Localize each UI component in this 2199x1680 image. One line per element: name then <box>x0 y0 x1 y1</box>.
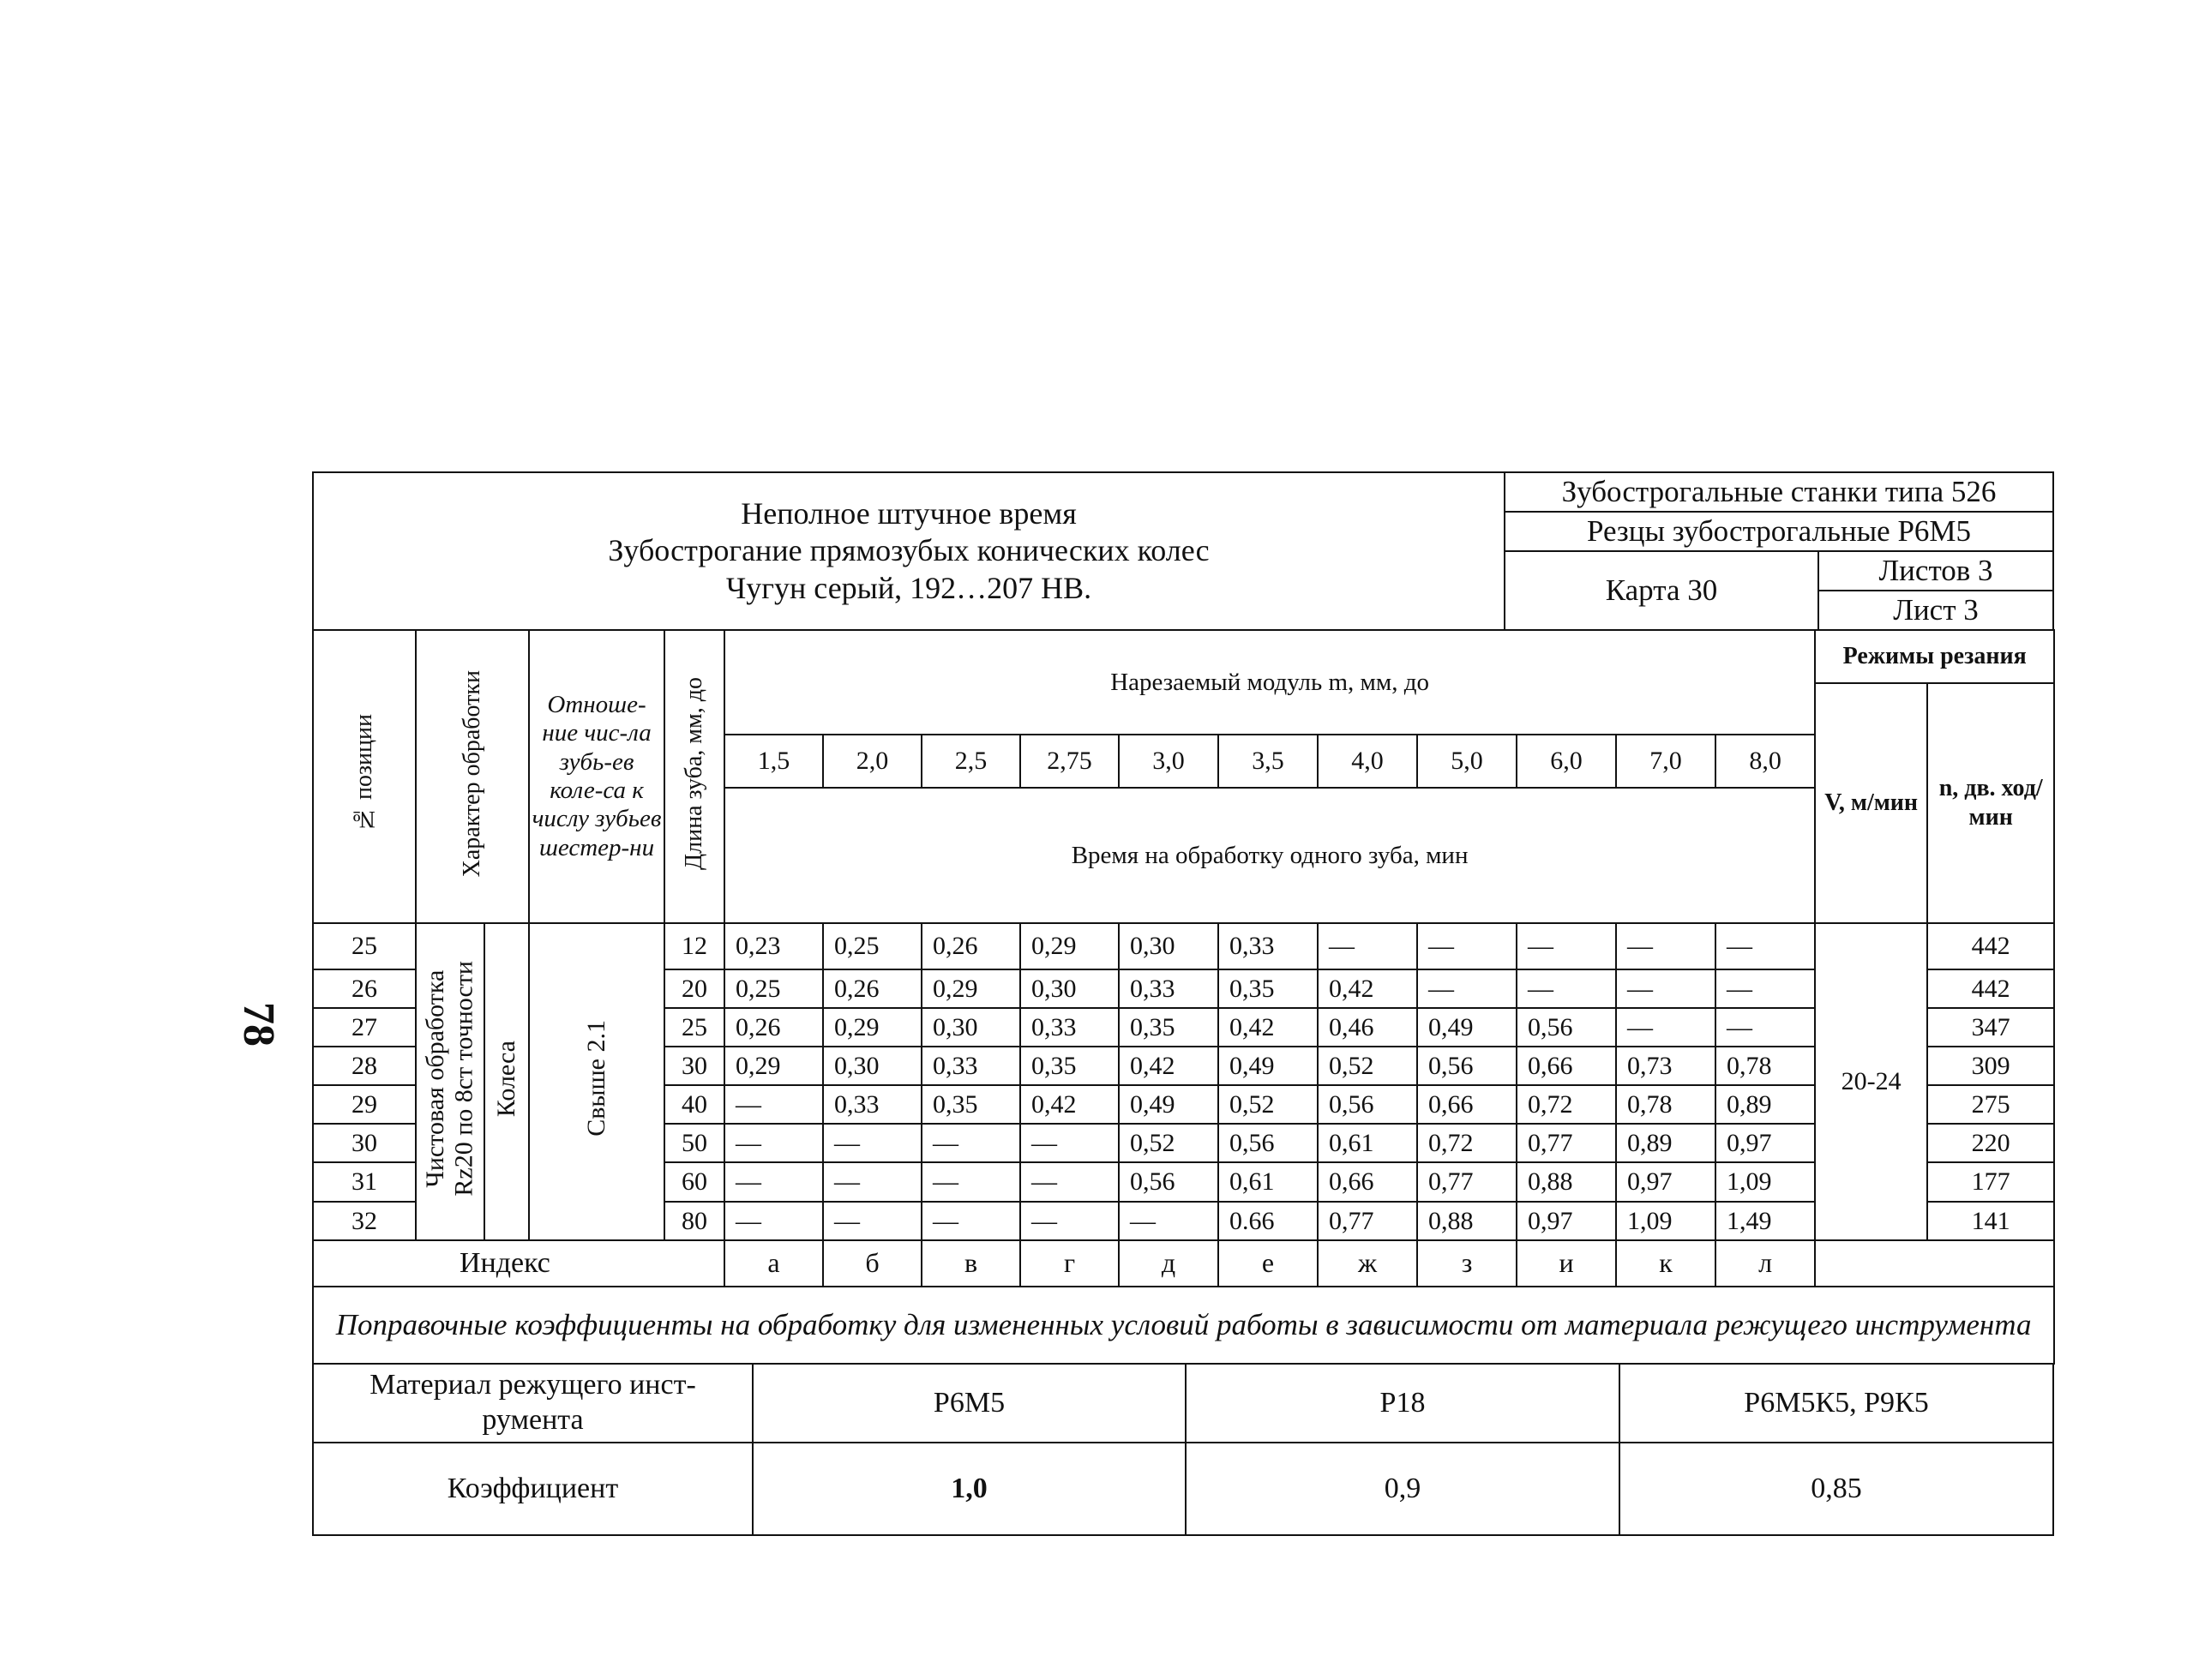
page-number: 78 <box>234 1002 284 1047</box>
strokes-cell: 220 <box>1927 1124 2054 1162</box>
index-letter: г <box>1020 1240 1119 1287</box>
coefficients-title: Поправочные коэффициенты на обработку для измененных условий работы в зависимости от материала режущего инструмента <box>313 1287 2054 1364</box>
material-3: Р6М5К5, Р9К5 <box>1619 1364 2053 1443</box>
time-cell: 0,26 <box>724 1008 823 1047</box>
index-letter: л <box>1715 1240 1815 1287</box>
module-value: 6,0 <box>1517 735 1616 788</box>
module-title: Нарезаемый модуль m, мм, до <box>724 630 1815 735</box>
time-cell: 0,77 <box>1517 1124 1616 1162</box>
coefficient-2: 0,9 <box>1186 1443 1619 1535</box>
time-cell: — <box>1417 969 1517 1008</box>
time-cell: 0,78 <box>1715 1047 1815 1085</box>
coefficient-3: 0,85 <box>1619 1443 2053 1535</box>
module-value: 2,5 <box>922 735 1020 788</box>
time-cell: 0,33 <box>1020 1008 1119 1047</box>
material-2: Р18 <box>1186 1364 1619 1443</box>
time-cell: 0,30 <box>1119 923 1218 969</box>
time-cell: 0,72 <box>1517 1085 1616 1124</box>
module-value: 2,75 <box>1020 735 1119 788</box>
tooth-length-cell: 20 <box>664 969 724 1008</box>
title-line-2: Зубострогание прямозубых конических колес <box>608 533 1210 568</box>
title-line-1: Неполное штучное время <box>741 496 1077 531</box>
time-cell: — <box>1616 969 1715 1008</box>
time-cell: 0,52 <box>1119 1124 1218 1162</box>
time-cell: 0,42 <box>1318 969 1417 1008</box>
sheets-total: Листов 3 <box>1818 551 2053 591</box>
strokes-cell: 442 <box>1927 969 2054 1008</box>
tooth-length-cell: 25 <box>664 1008 724 1047</box>
time-cell: 0,61 <box>1318 1124 1417 1162</box>
norm-card <box>312 471 2052 1543</box>
v-header: V, м/мин <box>1815 683 1927 923</box>
index-empty-cell <box>1815 1240 2054 1287</box>
tooth-length-cell: 80 <box>664 1202 724 1240</box>
module-value: 5,0 <box>1417 735 1517 788</box>
time-cell: 0,23 <box>724 923 823 969</box>
time-cell: 1,09 <box>1616 1202 1715 1240</box>
time-cell: 0,52 <box>1218 1085 1318 1124</box>
time-cell: — <box>1715 969 1815 1008</box>
time-table <box>312 629 2055 1365</box>
index-letter: з <box>1417 1240 1517 1287</box>
time-cell: — <box>823 1202 922 1240</box>
time-cell: 0,88 <box>1517 1162 1616 1202</box>
table-row <box>313 923 2054 969</box>
tooth-length-cell: 40 <box>664 1085 724 1124</box>
time-cell: — <box>1715 923 1815 969</box>
sheet-current: Лист 3 <box>1818 591 2053 630</box>
time-cell: — <box>823 1124 922 1162</box>
time-cell: 0,42 <box>1020 1085 1119 1124</box>
strokes-cell: 275 <box>1927 1085 2054 1124</box>
time-cell: 0,56 <box>1417 1047 1517 1085</box>
index-letter: ж <box>1318 1240 1417 1287</box>
data-body <box>313 923 2054 1240</box>
time-cell: — <box>1616 1008 1715 1047</box>
time-cell: 0,46 <box>1318 1008 1417 1047</box>
time-cell: — <box>922 1162 1020 1202</box>
time-cell: — <box>1616 923 1715 969</box>
position-cell: 29 <box>313 1085 416 1124</box>
speed-cell: 20-24 <box>1815 923 1927 1240</box>
time-cell: 0,78 <box>1616 1085 1715 1124</box>
time-cell: 0,35 <box>1218 969 1318 1008</box>
index-letter: и <box>1517 1240 1616 1287</box>
position-cell: 30 <box>313 1124 416 1162</box>
time-cell: 0,35 <box>1020 1047 1119 1085</box>
time-cell: 0,77 <box>1318 1202 1417 1240</box>
time-cell: 0,97 <box>1517 1202 1616 1240</box>
coefficients-table <box>312 1363 2054 1536</box>
time-cell: — <box>922 1202 1020 1240</box>
tooth-length-cell: 60 <box>664 1162 724 1202</box>
time-cell: 0,56 <box>1119 1162 1218 1202</box>
time-cell: — <box>1318 923 1417 969</box>
time-cell: — <box>1517 923 1616 969</box>
time-cell: 0,42 <box>1218 1008 1318 1047</box>
time-cell: 0,89 <box>1616 1124 1715 1162</box>
time-cell: 0,77 <box>1417 1162 1517 1202</box>
time-cell: 0,26 <box>922 923 1020 969</box>
time-cell: 0,72 <box>1417 1124 1517 1162</box>
time-cell: — <box>724 1202 823 1240</box>
accuracy: Rz20 по 8ст точности <box>450 960 478 1197</box>
index-letter: а <box>724 1240 823 1287</box>
time-cell: 0,56 <box>1318 1085 1417 1124</box>
col-processing-header: Характер обработки <box>416 630 529 923</box>
coefficient-label: Коэффициент <box>313 1443 753 1535</box>
tooth-length-cell: 50 <box>664 1124 724 1162</box>
strokes-cell: 141 <box>1927 1202 2054 1240</box>
card-title <box>313 472 1505 630</box>
time-title: Время на обработку одного зуба, мин <box>724 788 1815 923</box>
module-value: 1,5 <box>724 735 823 788</box>
time-cell: 0,33 <box>922 1047 1020 1085</box>
position-cell: 32 <box>313 1202 416 1240</box>
processing-type: Чистовая обработка <box>421 969 450 1188</box>
index-letter: к <box>1616 1240 1715 1287</box>
time-cell: 0,66 <box>1417 1085 1517 1124</box>
time-cell: 0,26 <box>823 969 922 1008</box>
time-cell: 0,49 <box>1417 1008 1517 1047</box>
time-cell: 0,97 <box>1616 1162 1715 1202</box>
time-cell: 0,73 <box>1616 1047 1715 1085</box>
strokes-cell: 309 <box>1927 1047 2054 1085</box>
col-ratio-header: Отноше-ние чис-ла зубь-ев коле-са к числу зубьев шестер-ни <box>529 630 664 923</box>
index-label: Индекс <box>313 1240 724 1287</box>
time-cell: 0,66 <box>1318 1162 1417 1202</box>
time-cell: 0,66 <box>1517 1047 1616 1085</box>
tooth-length-cell: 30 <box>664 1047 724 1085</box>
time-cell: — <box>1715 1008 1815 1047</box>
time-cell: 0.66 <box>1218 1202 1318 1240</box>
time-cell: — <box>1020 1124 1119 1162</box>
coefficient-1: 1,0 <box>753 1443 1186 1535</box>
time-cell: 0,49 <box>1218 1047 1318 1085</box>
time-cell: — <box>724 1162 823 1202</box>
time-cell: 0,33 <box>823 1085 922 1124</box>
strokes-cell: 177 <box>1927 1162 2054 1202</box>
time-cell: 0,42 <box>1119 1047 1218 1085</box>
time-cell: 0,35 <box>922 1085 1020 1124</box>
module-value: 3,5 <box>1218 735 1318 788</box>
index-letter: д <box>1119 1240 1218 1287</box>
time-cell: 0,88 <box>1417 1202 1517 1240</box>
time-cell: 0,35 <box>1119 1008 1218 1047</box>
col-position-header: № позиции <box>313 630 416 923</box>
title-line-3: Чугун серый, 192…207 НВ. <box>725 570 1092 605</box>
ratio-value: Свыше 2.1 <box>582 1020 611 1137</box>
time-cell: 0,30 <box>823 1047 922 1085</box>
cutting-modes-title: Режимы резания <box>1815 630 2054 683</box>
module-value: 8,0 <box>1715 735 1815 788</box>
time-cell: — <box>1119 1202 1218 1240</box>
card-number: Карта 30 <box>1505 551 1818 630</box>
time-cell: 0,29 <box>823 1008 922 1047</box>
time-cell: — <box>1020 1202 1119 1240</box>
index-row <box>313 1240 2054 1287</box>
position-cell: 26 <box>313 969 416 1008</box>
module-value: 2,0 <box>823 735 922 788</box>
time-cell: 0,29 <box>724 1047 823 1085</box>
time-cell: 0,25 <box>823 923 922 969</box>
module-value: 7,0 <box>1616 735 1715 788</box>
time-cell: 0,56 <box>1218 1124 1318 1162</box>
header-table <box>312 471 2054 631</box>
time-cell: — <box>922 1124 1020 1162</box>
time-cell: — <box>724 1124 823 1162</box>
time-cell: 0,30 <box>922 1008 1020 1047</box>
machine-type: Зубострогальные станки типа 526 <box>1505 472 2053 512</box>
module-value: 3,0 <box>1119 735 1218 788</box>
time-cell: — <box>1020 1162 1119 1202</box>
position-cell: 25 <box>313 923 416 969</box>
time-cell: 0,33 <box>1218 923 1318 969</box>
position-cell: 31 <box>313 1162 416 1202</box>
strokes-cell: 347 <box>1927 1008 2054 1047</box>
index-letter: е <box>1218 1240 1318 1287</box>
time-cell: 0,33 <box>1119 969 1218 1008</box>
time-cell: 0,52 <box>1318 1047 1417 1085</box>
tool-type: Резцы зубострогальные Р6М5 <box>1505 512 2053 551</box>
time-cell: 0,30 <box>1020 969 1119 1008</box>
time-cell: — <box>1517 969 1616 1008</box>
time-cell: 0,89 <box>1715 1085 1815 1124</box>
time-cell: 0,56 <box>1517 1008 1616 1047</box>
index-letter: б <box>823 1240 922 1287</box>
time-cell: 0,97 <box>1715 1124 1815 1162</box>
processing-type-cell <box>416 923 484 1240</box>
time-cell: 1,49 <box>1715 1202 1815 1240</box>
position-cell: 28 <box>313 1047 416 1085</box>
material-1: Р6М5 <box>753 1364 1186 1443</box>
ratio-cell <box>529 923 664 1240</box>
time-cell: — <box>724 1085 823 1124</box>
time-cell: 0,25 <box>724 969 823 1008</box>
material-label: Материал режущего инст-румента <box>313 1364 753 1443</box>
part-cell <box>484 923 529 1240</box>
n-header: n, дв. ход/мин <box>1927 683 2054 923</box>
position-cell: 27 <box>313 1008 416 1047</box>
time-cell: — <box>823 1162 922 1202</box>
time-cell: — <box>1417 923 1517 969</box>
time-cell: 0,49 <box>1119 1085 1218 1124</box>
time-cell: 0,61 <box>1218 1162 1318 1202</box>
time-cell: 1,09 <box>1715 1162 1815 1202</box>
time-cell: 0,29 <box>922 969 1020 1008</box>
part-type: Колеса <box>492 1040 521 1117</box>
time-cell: 0,29 <box>1020 923 1119 969</box>
tooth-length-cell: 12 <box>664 923 724 969</box>
module-value: 4,0 <box>1318 735 1417 788</box>
col-length-header: Длина зуба, мм, до <box>664 630 724 923</box>
strokes-cell: 442 <box>1927 923 2054 969</box>
index-letter: в <box>922 1240 1020 1287</box>
